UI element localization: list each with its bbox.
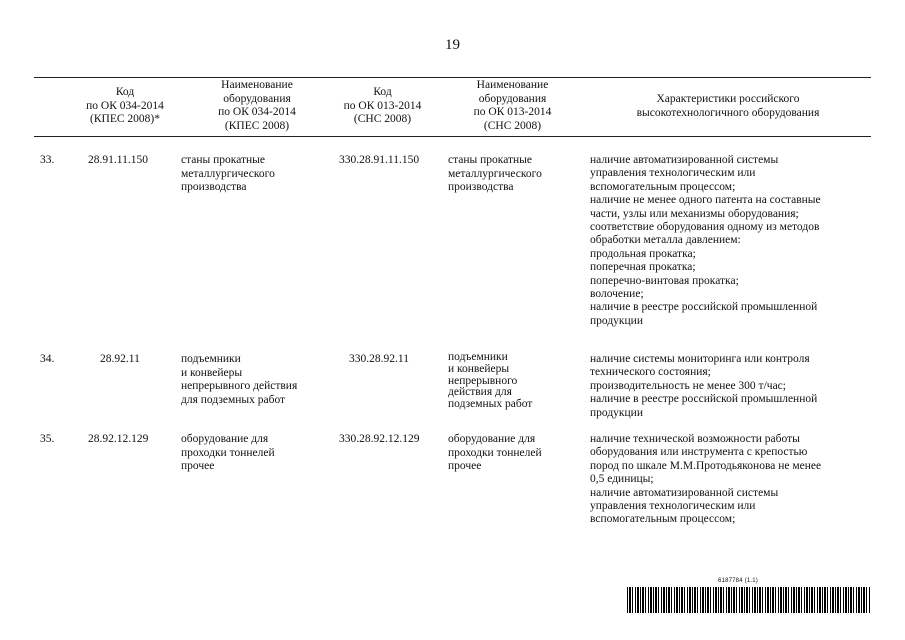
barcode-caption: 6187784 (1.1) [718, 578, 758, 584]
header-characteristics: Характеристики российского высокотехнологичного оборудования [636, 93, 820, 119]
barcode [627, 587, 871, 613]
row-name-okpd: оборудование для проходки тоннелей прочее [181, 433, 275, 473]
row-code-okpd: 28.92.11 [100, 353, 140, 365]
row-code-okpd: 28.92.12.129 [88, 433, 149, 445]
row-code-snc: 330.28.92.12.129 [339, 433, 420, 445]
header-code-okpd: Код по ОК 034-2014 (КПЕС 2008)* [86, 86, 164, 126]
row-name-okpd: подъемники и конвейеры непрерывного действия для подземных работ [181, 353, 298, 406]
row-name-snc: подъемники и конвейеры непрерывного действия для подземных работ [448, 351, 533, 411]
header-bottom-rule [34, 136, 871, 137]
row-number: 34. [40, 353, 55, 365]
row-code-snc: 330.28.92.11 [349, 353, 409, 365]
row-characteristics: наличие технической возможности работы оборудования или инструмента с крепостью пород по шкале М.М.Протодьяконова не менее 0,5 единицы; наличие автоматизированной системы управления технологическим или вспомогательным процессом; [590, 433, 822, 526]
row-name-okpd: станы прокатные металлургического производства [181, 154, 275, 194]
table-top-rule [34, 77, 871, 78]
row-name-snc: оборудование для проходки тоннелей прочее [448, 433, 542, 473]
row-code-okpd: 28.91.11.150 [88, 154, 148, 166]
header-name-snc: Наименование оборудования по ОК 013-2014 (СНС 2008) [473, 79, 552, 132]
row-name-snc: станы прокатные металлургического производства [448, 154, 542, 194]
header-code-snc: Код по ОК 013-2014 (СНС 2008) [343, 86, 422, 126]
row-number: 33. [40, 154, 55, 166]
header-name-okpd: Наименование оборудования по ОК 034-2014 (КПЕС 2008) [218, 79, 296, 132]
page-number: 19 [445, 37, 460, 53]
row-code-snc: 330.28.91.11.150 [339, 154, 420, 166]
row-characteristics: наличие системы мониторинга или контроля технического состояния; производительность не менее 300 т/час; наличие в реестре российской промышленной продукции [590, 353, 818, 419]
row-characteristics: наличие автоматизированной системы управления технологическим или вспомогательным процессом; наличие не менее одного патента на составные части, узлы или механизмы оборудования; соответствие оборудования одному из методов обработки металла давлением: продольная прокатка; поперечная прокатка; поперечно-винтовая прокатка; волочение; наличие в реестре российской промышленной продукции [590, 154, 821, 327]
row-number: 35. [40, 433, 55, 445]
